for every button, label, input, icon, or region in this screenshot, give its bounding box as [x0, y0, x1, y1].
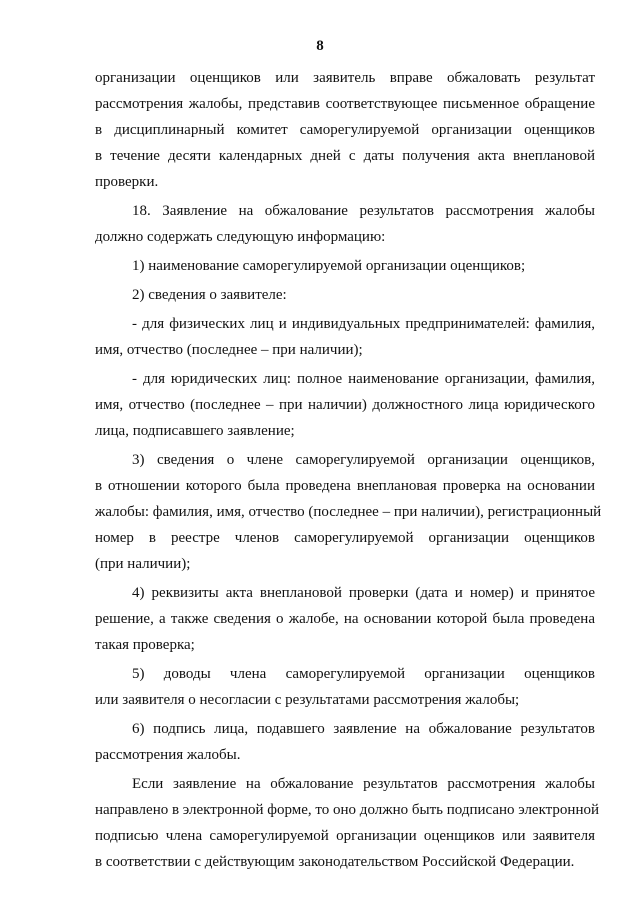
text-line: 3) сведения о члене саморегулируемой организации оценщиков, [132, 452, 595, 468]
text-line: решение, а также сведения о жалобе, на основании которой была проведена [95, 611, 595, 627]
text-line: 1) наименование саморегулируемой организации оценщиков; [132, 258, 526, 274]
text-line: или заявителя о несогласии с результатами рассмотрения жалобы; [95, 692, 520, 708]
text-line: 18. Заявление на обжалование результатов рассмотрения жалобы [132, 203, 595, 219]
text-line: подписью члена саморегулируемой организации оценщиков или заявителя [95, 828, 595, 844]
text-line: должно содержать следующую информацию: [95, 229, 386, 245]
text-line: в течение десяти календарных дней с даты получения акта внеплановой [95, 148, 595, 164]
text-line: такая проверка; [95, 637, 195, 653]
text-line: жалобы: фамилия, имя, отчество (последнее – при наличии), регистрационный [95, 504, 602, 520]
text-line: Если заявление на обжалование результатов рассмотрения жалобы [132, 776, 595, 792]
text-line: - для физических лиц и индивидуальных предпринимателей: фамилия, [132, 316, 595, 332]
text-line: номер в реестре членов саморегулируемой организации оценщиков [95, 530, 595, 546]
text-line: направлено в электронной форме, то оно должно быть подписано электронной [95, 802, 600, 818]
text-line: в соответствии с действующим законодательством Российской Федерации. [95, 854, 575, 870]
text-line: имя, отчество (последнее – при наличии) должностного лица юридического [95, 397, 595, 413]
text-line: проверки. [95, 174, 159, 190]
text-line: в отношении которого была проведена внеплановая проверка на основании [95, 478, 595, 494]
text-line: имя, отчество (последнее – при наличии); [95, 342, 363, 358]
text-line: 5) доводы члена саморегулируемой организации оценщиков [132, 666, 595, 682]
page-number: 8 [316, 38, 324, 54]
text-line: организации оценщиков или заявитель вправе обжаловать результат [95, 70, 595, 86]
text-line: (при наличии); [95, 556, 191, 572]
document-body [95, 65, 602, 875]
text-line: в дисциплинарный комитет саморегулируемой организации оценщиков [95, 122, 595, 138]
text-line: рассмотрения жалобы, представив соответствующее письменное обращение [95, 96, 595, 112]
text-line: 2) сведения о заявителе: [132, 287, 287, 303]
text-line: 4) реквизиты акта внеплановой проверки (дата и номер) и принятое [132, 585, 595, 601]
text-line: рассмотрения жалобы. [95, 747, 241, 763]
text-line: 6) подпись лица, подавшего заявление на обжалование результатов [132, 721, 595, 737]
text-line: лица, подписавшего заявление; [95, 423, 295, 439]
text-line: - для юридических лиц: полное наименование организации, фамилия, [132, 371, 595, 387]
